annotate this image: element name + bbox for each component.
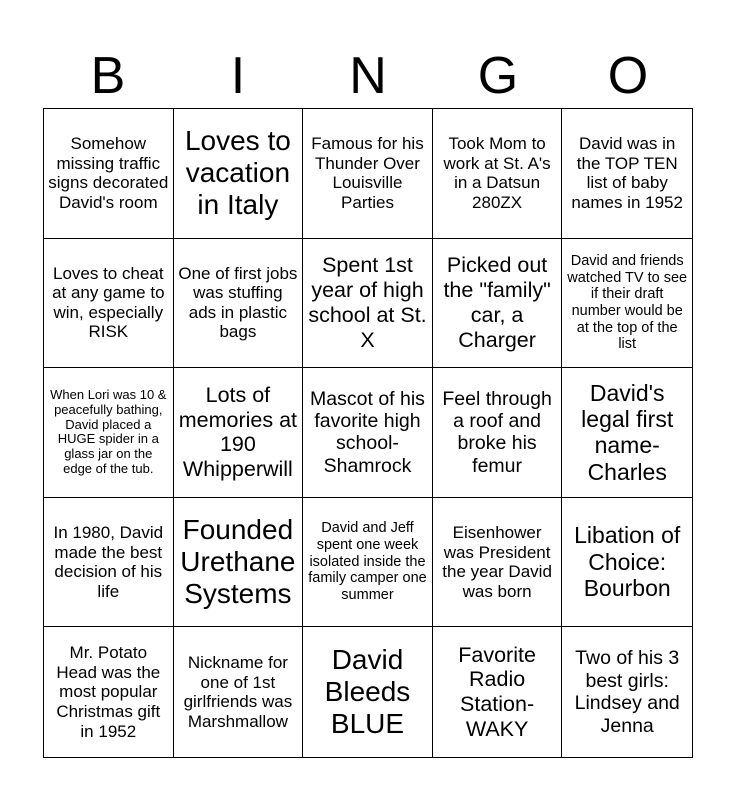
bingo-cell-5-5: Two of his 3 best girls: Lindsey and Jenna — [574, 647, 680, 737]
bingo-header — [43, 44, 693, 108]
bingo-cell-5-3: David Bleeds BLUE — [303, 627, 433, 757]
bingo-cell-3-5: David's legal first name- Charles — [562, 368, 692, 498]
bingo-cell-3-3: Mascot of his favorite high school- Shamrock — [303, 368, 433, 498]
header-letter-o: O — [607, 47, 649, 105]
bingo-cell-2-5: David and friends watched TV to see if their draft number would be at the top of the list — [562, 239, 692, 369]
bingo-cell-1-1: Somehow missing traffic signs decorated David's room — [44, 109, 174, 239]
bingo-cell-4-5: Libation of Choice: Bourbon — [562, 498, 692, 628]
bingo-cell-2-2: One of first jobs was stuffing ads in plastic bags — [174, 239, 304, 369]
bingo-cell-5-1: Mr. Potato Head was the most popular Christmas gift in 1952 — [44, 627, 174, 757]
bingo-cell-1-2: Loves to vacation in Italy — [174, 109, 304, 239]
header-letter-g: G — [477, 47, 519, 105]
bingo-cell-4-2: Founded Urethane Systems — [174, 498, 304, 628]
bingo-cell-5-4: Favorite Radio Station- WAKY — [433, 627, 563, 757]
bingo-cell-2-3: Spent 1st year of high school at St. X — [303, 239, 433, 369]
bingo-cell-1-3: Famous for his Thunder Over Louisville Parties — [303, 109, 433, 239]
bingo-cell-3-1: When Lori was 10 & peacefully bathing, David placed a HUGE spider in a glass jar on the edge of the tub. — [44, 368, 174, 498]
bingo-cell-5-2: Nickname for one of 1st girlfriends was Marshmallow — [174, 627, 304, 757]
bingo-cell-1-4: Took Mom to work at St. A's in a Datsun 280ZX — [433, 109, 563, 239]
bingo-cell-3-4: Feel through a roof and broke his femur — [433, 368, 563, 498]
bingo-cell-2-4: Picked out the "family" car, a Charger — [433, 239, 563, 369]
bingo-cell-4-3: David and Jeff spent one week isolated inside the family camper one summer — [303, 498, 433, 628]
bingo-cell-2-1: Loves to cheat at any game to win, especially RISK — [44, 239, 174, 369]
header-letter-i: I — [230, 47, 246, 105]
bingo-cell-4-1: In 1980, David made the best decision of his life — [44, 498, 174, 628]
bingo-cell-3-2: Lots of memories at 190 Whipperwill — [174, 368, 304, 498]
bingo-grid — [43, 108, 693, 758]
bingo-cell-1-5: David was in the TOP TEN list of baby names in 1952 — [562, 109, 692, 239]
header-letter-b: B — [90, 47, 126, 105]
bingo-cell-4-4: Eisenhower was President the year David was born — [433, 498, 563, 628]
header-letter-n: N — [349, 47, 387, 105]
